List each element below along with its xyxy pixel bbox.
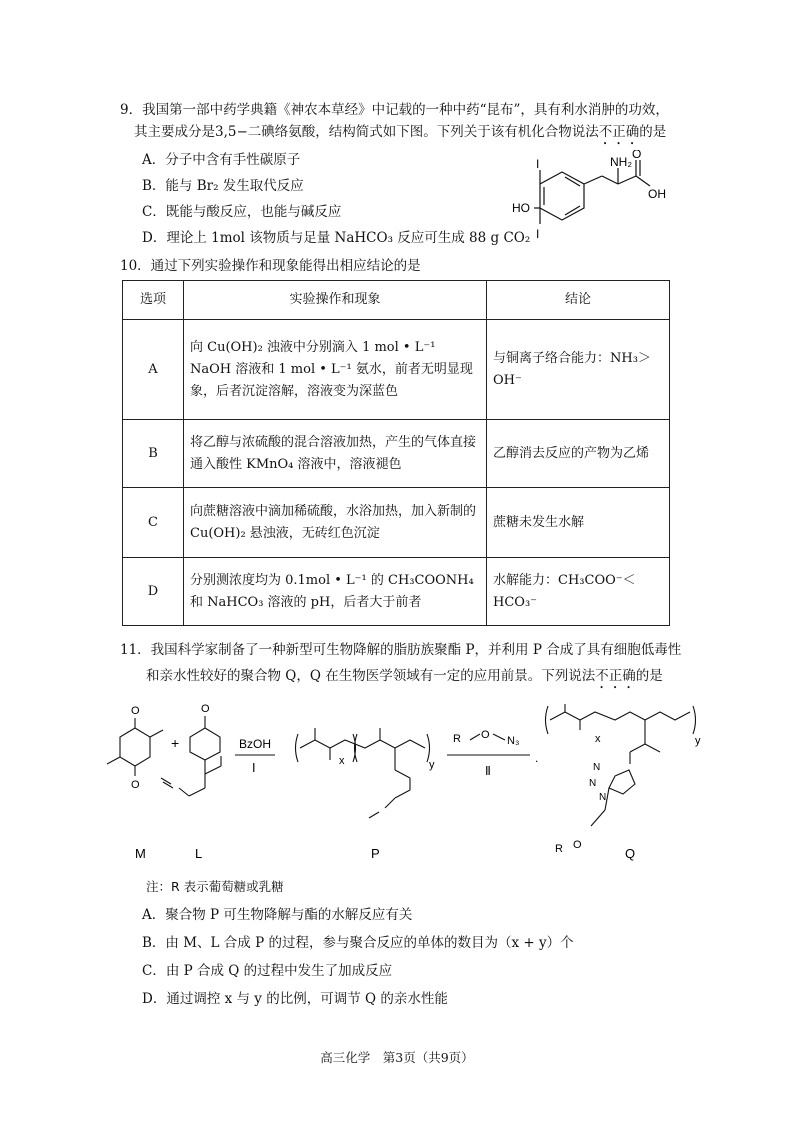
q9-option-d: D．理论上 1mol 该物质与足量 NaHCO₃ 反应可生成 88 g CO₂ [142, 230, 531, 246]
q9-option-a: A．分子中含有手性碳原子 [142, 152, 301, 168]
acid-oh-label: OH [648, 187, 666, 201]
reagent-label: BzOH [239, 737, 272, 751]
label-m: M [135, 846, 146, 861]
row-c-operation: 向蔗糖溶液中滴加稀硫酸，水浴加热，加入新制的 Cu(OH)₂ 悬浊液，无砖红色沉淀 [184, 488, 487, 558]
q9-stem-end: 的是 [639, 124, 667, 140]
label-p: P [371, 846, 380, 861]
q11-option-d: D．通过调控 x 与 y 的比例，可调节 Q 的亲水性能 [142, 991, 448, 1007]
l-oxygen-top: O [201, 703, 210, 715]
q-x-subscript: x [595, 733, 601, 745]
q11-note: 注：R 表示葡萄糖或乳糖 [146, 879, 284, 894]
azide-r-label: R [453, 733, 461, 745]
hydroxyl-label: HO [512, 201, 530, 215]
scheme-dot: . [535, 751, 539, 765]
table-header-row [123, 281, 670, 320]
azide-o-label: O [481, 729, 490, 741]
q9-stem-text: 其主要成分是3,5−二碘络氨酸，结构简式如下图。下列关于该有机化合物说法 [134, 124, 599, 140]
q9-emphasis: 不正确 [598, 124, 640, 140]
row-c-option: C [123, 488, 184, 558]
row-d-operation: 分别测浓度均为 0.1mol • L⁻¹ 的 CH₃COONH₄ 和 NaHCO₃ 溶液的 pH，后者大于前者 [184, 558, 487, 626]
row-b-conclusion: 乙醇消去反应的产物为乙烯 [487, 420, 670, 488]
q11-stem-line1: 11．我国科学家制备了一种新型可生物降解的脂肪族聚酯 P，并利用 P 合成了具有细胞低毒性 [120, 642, 682, 658]
lactide-ring [120, 728, 150, 766]
header-option: 选项 [123, 281, 184, 320]
triazole-n2: N [589, 778, 597, 789]
carbonate-ring [190, 728, 220, 760]
row-b-operation: 将乙醇与浓硫酸的混合溶液加热，产生的气体直接通入酸性 KMnO₄ 溶液中，溶液褪色 [184, 420, 487, 488]
q9-option-b: B．能与 Br₂ 发生取代反应 [142, 178, 304, 194]
page-footer: 高三化学 第3页（共9页） [320, 1050, 474, 1065]
iodine-bottom: I [536, 227, 540, 241]
row-b-option: B [123, 420, 184, 488]
label-l: L [195, 846, 203, 861]
q-o-label: O [573, 839, 582, 851]
step-1-label: Ⅰ [252, 761, 256, 775]
carbonyl-label: O [632, 150, 642, 161]
p-x-subscript: x [339, 755, 345, 767]
header-operation: 实验操作和现象 [184, 281, 487, 320]
triazole-n3: N [599, 792, 607, 803]
iodine-top: I [536, 157, 540, 171]
m-oxygen-bottom: O [131, 779, 140, 791]
q11-stem-line2 [146, 666, 663, 692]
header-conclusion: 结论 [487, 281, 670, 320]
q-r-label: R [555, 843, 563, 855]
row-a-operation: 向 Cu(OH)₂ 浊液中分别滴入 1 mol • L⁻¹ NaOH 溶液和 1 mol • L⁻¹ 氨水，前者无明显现象，后者沉淀溶解，溶液变为深蓝色 [184, 320, 487, 420]
step-2-label: Ⅱ [485, 764, 491, 778]
q11-option-b: B．由 M、L 合成 P 的过程，参与聚合反应的单体的数目为（x + y）个 [142, 935, 574, 951]
p-y-subscript: y [429, 759, 435, 771]
row-a-option: A [123, 320, 184, 420]
q11-emphasis: 不正确 [595, 668, 636, 684]
q-y-subscript: y [695, 735, 701, 747]
row-d-option: D [123, 558, 184, 626]
label-q: Q [625, 846, 636, 861]
amino-label: NH₂ [610, 155, 632, 169]
experiment-table [122, 280, 670, 626]
triazole-ring [609, 770, 635, 794]
table-row [123, 558, 670, 626]
q9-stem-line1: 9．我国第一部中药学典籍《神农本草经》中记载的一种中药“昆布”，具有利水消肿的功效， [120, 102, 669, 118]
triazole-n1: N [593, 762, 601, 773]
table-row [123, 320, 670, 420]
table-row [123, 488, 670, 558]
row-d-conclusion: 水解能力：CH₃COO⁻＜HCO₃⁻ [487, 558, 670, 626]
m-oxygen-top: O [131, 705, 140, 717]
synthesis-scheme [95, 700, 715, 870]
plus-sign: + [171, 735, 180, 751]
q9-option-c: C．既能与酸反应，也能与碱反应 [142, 204, 342, 220]
diiodotyrosine-structure [510, 150, 690, 245]
q10-stem: 10．通过下列实验操作和现象能得出相应结论的是 [120, 258, 421, 274]
q9-stem-line2 [134, 122, 666, 148]
q11-option-a: A．聚合物 P 可生物降解与酯的水解反应有关 [142, 907, 413, 923]
q11-stem-end: 的是 [635, 668, 663, 684]
table-row [123, 420, 670, 488]
row-a-conclusion: 与铜离子络合能力：NH₃＞OH⁻ [487, 320, 670, 420]
azide-n3-label: N₃ [507, 735, 520, 747]
q11-stem-text: 和亲水性较好的聚合物 Q，Q 在生物医学领域有一定的应用前景。下列说法 [146, 668, 596, 684]
row-c-conclusion: 蔗糖未发生水解 [487, 488, 670, 558]
q11-option-c: C．由 P 合成 Q 的过程中发生了加成反应 [142, 963, 393, 979]
